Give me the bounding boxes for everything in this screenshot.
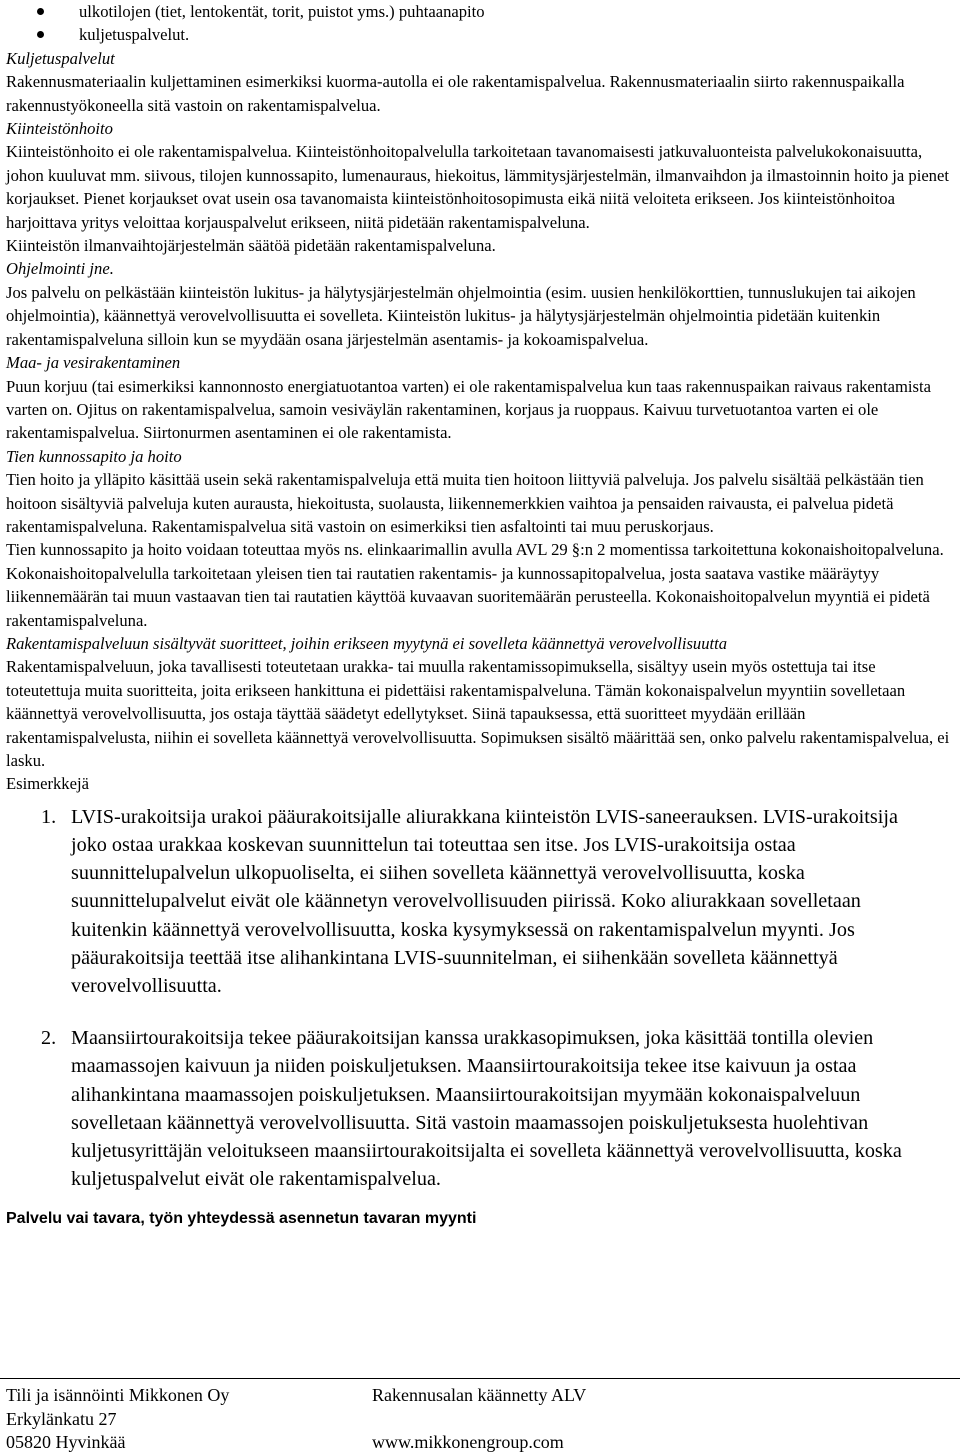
footer-postal-address: 05820 Hyvinkää [6,1432,126,1452]
section-heading-kuljetuspalvelut: Kuljetuspalvelut [6,48,115,68]
paragraph: Rakentamispalveluun, joka tavallisesti toteutetaan urakka- tai muulla rakentamissopimuksella, sisältyy usein myös ostettuja tai itse toteutettuja muita suoritteita, joita erikseen hankittuna ei pidettäisi rakentamispalveluna. Tämän kokonaispalvelun myyntiin sovelletaan käännettyä verovelvollisuutta, jos ostaja täyttää säädetyt edellytykset. Siinä tapauksessa, että suoritteet myydään erillään rakentamispalvelusta, niihin ei sovelleta käännettyä verovelvollisuutta. Sopimuksen sisältö määrittää sen, onko palvelu rakentamispalvelua, ei lasku. [6,657,950,770]
paragraph: Tien kunnossapito ja hoito voidaan toteuttaa myös ns. elinkaarimallin avulla AVL 29 §:n 2 momentissa tarkoitettuna kokonaishoitopalveluna. Kokonaishoitopalvelulla tarkoitetaan yleisen tien tai rautatien rakentamis- ja kunnossapitopalvelua, josta saatava vastike määräytyy liikennemäärän tai muun vastaavan tien tai rautatien käyttöä kuvaavan suoritemäärän perusteella. Kokonaishoitopalvelun myyntiä ei pidetä rakentamispalveluna. [6,540,944,630]
section-heading-rakentamispalveluun-sisaltyvat: Rakentamispalveluun sisältyvät suoritteet, joihin erikseen myytynä ei sovelleta käännettyä verovelvollisuutta [6,633,728,653]
example-list [6,803,952,1194]
paragraph: Rakennusmateriaalin kuljettaminen esimerkiksi kuorma-autolla ei ole rakentamispalvelua. Rakennusmateriaalin siirto rakennuspaikalla rakennustyökoneella sitä vastoin on rakentamispalvelua. [6,72,905,115]
section-heading-maa-ja-vesirakentaminen: Maa- ja vesirakentaminen [6,353,181,373]
example-item [41,803,952,1000]
example-item [41,1024,952,1193]
paragraph: Puun korjuu (tai esimerkiksi kannonnosto energiatuotantoa varten) ei ole rakentamispalvelua kun taas rakennuspaikan raivaus rakentamista varten on. Ojitus on rakentamispalvelua, samoin vesiväylän rakentaminen, korjaus ja ruoppaus. Kaivuu turvetuotantoa varten ei ole rakentamispalvelua. Siirtonurmen asentaminen ei ole rakentamista. [6,376,931,443]
bullet-list [6,0,952,47]
footer-company-block [6,1384,229,1455]
bullet-item: ulkotilojen (tiet, lentokentät, torit, puistot yms.) puhtaanapito [6,0,952,23]
footer-spacer [372,1408,586,1432]
document-body [6,0,952,796]
paragraph: Jos palvelu on pelkästään kiinteistön lukitus- ja hälytysjärjestelmän ohjelmointia (esim. uusien henkilökorttien, tunnuslukujen tai aikojen ohjelmointia), käännettyä verovelvollisuutta ei sovelleta. Kiinteistön lukitus- ja hälytysjärjestelmän ohjelmointia pidetään kuitenkin rakentamispalveluna silloin kun se myydään osana järjestelmän asentamis- ja kokoamispalvelua. [6,282,916,349]
section-heading-tien-kunnossapito: Tien kunnossapito ja hoito [6,446,182,466]
section-heading-palvelu-vai-tavara: Palvelu vai tavara, työn yhteydessä asennetun tavaran myynti [6,1210,477,1228]
footer-document-topic: Rakennusalan käännetty ALV [372,1385,587,1405]
page-footer [0,1378,960,1452]
bullet-item: kuljetuspalvelut. [6,23,952,46]
section-heading-kiinteistonhoito: Kiinteistönhoito [6,119,113,139]
example-text: LVIS-urakoitsija urakoi pääurakoitsijalle aliurakkana kiinteistön LVIS-saneerauksen. LVIS-urakoitsija joko ostaa urakkaa koskevan suunnittelun tai toteuttaa sen itse. Jos LVIS-urakoitsija ostaa suunnittelupalvelun ulkopuoliselta, ei siihen sovelleta käännettyä verovelvollisuutta, koska suunnittelupalvelut eivät ole käännetyn verovelvollisuuden piirissä. Koko aliurakkaan sovelletaan kuitenkin käännettyä verovelvollisuutta, koska kysymyksessä on rakentamispalvelun myynti. Jos pääurakoitsija teettää itse alihankintana LVIS-suunnitelman, ei siihenkään sovelleta käännettyä verovelvollisuutta. [71,805,898,998]
document-page [6,0,952,1230]
paragraph: Kiinteistönhoito ei ole rakentamispalvelua. Kiinteistönhoitopalvelulla tarkoitetaan tavanomaisesti jatkuvaluonteista palvelukokonaisuutta, johon kuuluvat mm. siivous, tilojen kunnossapito, lumenauraus, hiekoitus, lämmitysjärjestelmän, ilmanvaihdon ja ilmastoinnin hoito ja pienet korjaukset. Pienet korjaukset ovat usein osa tavanomaista kiinteistönhoitosopimusta eikä niitä veloiteta erikseen. Jos kiinteistönhoitoa harjoittava yritys veloittaa korjauspalvelut erikseen, niitä pidetään rakentamispalveluna. [6,142,949,232]
example-text: Maansiirtourakoitsija tekee pääurakoitsijan kanssa urakkasopimuksen, joka käsittää tontilla olevien maamassojen kaivuun ja niiden poiskuljetuksen. Maansiirtourakoitsija tekee itse kaivuun ja ostaa alihankintana maamassojen poiskuljetuksen. Maansiirtourakoitsijan myymään kokonaispalveluun sovelletaan käännettyä verovelvollisuutta. Sitä vastoin maamassojen poiskuljetuksesta huolehtivan kuljetusyrittäjän veloitukseen maansiirtourakoitsijalta ei sovelleta käännettyä verovelvollisuutta, koska kuljetuspalvelut eivät ole rakentamispalvelua. [71,1027,902,1191]
example-number: 2. [41,1027,57,1050]
footer-company-name: Tili ja isännöinti Mikkonen Oy [6,1385,230,1405]
paragraph: Kiinteistön ilmanvaihtojärjestelmän säätöä pidetään rakentamispalveluna. [6,236,496,256]
examples-label: Esimerkkejä [6,774,89,794]
example-number: 1. [41,805,57,828]
footer-website-link[interactable]: www.mikkonengroup.com [372,1432,564,1452]
footer-topic-block [372,1384,586,1455]
paragraph: Tien hoito ja ylläpito käsittää usein sekä rakentamispalveluja että muita tien hoitoon liittyviä palveluja. Jos palvelu sisältää pelkästään tien hoitoon sisältyviä palveluja kuten aurausta, hiekoitusta, suolausta, liikennemerkkien vaihtoa ja pensaiden raivausta, ei palvelua pidetä rakentamispalveluna. Rakentamispalvelua sitä vastoin on esimerkiksi tien asfaltointi tai muu peruskorjaus. [6,470,924,536]
footer-street-address: Erkylänkatu 27 [6,1408,117,1429]
section-heading-ohjelmointi: Ohjelmointi jne. [6,259,114,279]
